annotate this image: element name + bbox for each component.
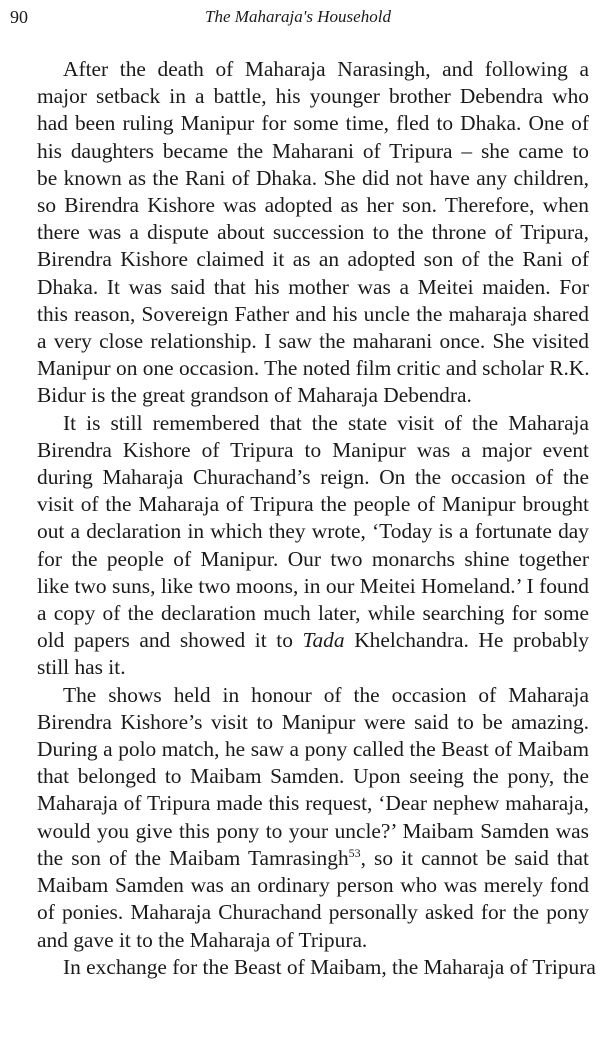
text-line: and gave it to the Maharaja of Tripura. bbox=[37, 927, 368, 952]
text-line: his daughters became the Maharani of Tripura – she came to bbox=[37, 138, 589, 163]
text-line: After the death of Maharaja Narasingh, and following a bbox=[63, 57, 589, 81]
text-line: Maharaja of Tripura made this request, ‘Dear nephew maharaja, bbox=[37, 791, 589, 816]
running-title: The Maharaja's Household bbox=[205, 7, 391, 26]
text-line: had been ruling Manipur for some time, fled to Dhaka. One of bbox=[37, 111, 589, 136]
text-line: Maibam Samden was an ordinary person who was merely fond bbox=[37, 873, 589, 898]
paragraph-4 bbox=[11, 954, 596, 981]
text-line: a copy of the declaration much later, while searching for some bbox=[37, 601, 589, 626]
text-line: still has it. bbox=[37, 655, 126, 680]
running-head bbox=[10, 4, 586, 30]
text-segment: Khelchandra. He probably bbox=[354, 628, 589, 653]
text-line-with-footnote bbox=[11, 845, 589, 872]
text-line: for the people of Manipur. Our two monarchs shine together bbox=[37, 546, 589, 571]
text-segment: old papers and showed it to bbox=[37, 628, 303, 653]
text-line-with-italic bbox=[11, 627, 589, 654]
text-line: major setback in a battle, his younger brother Debendra who bbox=[37, 84, 589, 109]
text-line: The shows held in honour of the occasion of Maharaja bbox=[63, 682, 589, 707]
paragraph-3 bbox=[11, 682, 589, 954]
text-line: there was a dispute about succession to the throne of Tripura, bbox=[37, 220, 589, 245]
text-line: that belonged to Maibam Samden. Upon seeing the pony, the bbox=[37, 764, 589, 789]
text-line: of ponies. Maharaja Churachand personally asked for the pony bbox=[37, 900, 589, 925]
text-line: out a declaration in which they wrote, ‘Today is a fortunate day bbox=[37, 519, 589, 544]
text-line: visit of the Maharaja of Tripura the people of Manipur brought bbox=[37, 492, 589, 517]
page-number: 90 bbox=[10, 7, 28, 27]
text-line: a very close relationship. I saw the maharani once. She visited bbox=[37, 329, 589, 354]
italic-term: Tada bbox=[302, 628, 345, 653]
body-text bbox=[11, 56, 596, 981]
paragraph-1 bbox=[11, 56, 589, 410]
text-line: Dhaka. It was said that his mother was a Meitei maiden. For bbox=[37, 274, 589, 299]
text-line: would you give this pony to your uncle?’ Maibam Samden was bbox=[37, 818, 589, 843]
text-line: Bidur is the great grandson of Maharaja Debendra. bbox=[37, 383, 472, 408]
footnote-reference[interactable]: 53 bbox=[348, 845, 361, 860]
text-line: Manipur on one occasion. The noted film critic and scholar R.K. bbox=[37, 356, 590, 381]
text-segment: the son of the Maibam Tamrasingh bbox=[37, 845, 349, 870]
text-line: during Maharaja Churachand’s reign. On the occasion of the bbox=[37, 465, 589, 490]
text-line: During a polo match, he saw a pony called the Beast of Maibam bbox=[37, 737, 589, 762]
text-line: It is still remembered that the state visit of the Maharaja bbox=[63, 410, 589, 435]
text-line: In exchange for the Beast of Maibam, the Maharaja of Tripura bbox=[63, 954, 596, 979]
text-line: this reason, Sovereign Father and his uncle the maharaja shared bbox=[37, 301, 589, 326]
paragraph-2 bbox=[11, 410, 589, 682]
text-line: Birendra Kishore claimed it as an adopted son of the Rani of bbox=[37, 247, 589, 272]
text-line: be known as the Rani of Dhaka. She did not have any children, bbox=[37, 165, 589, 190]
text-line: like two suns, like two moons, in our Meitei Homeland.’ I found bbox=[37, 573, 589, 598]
text-line: Birendra Kishore of Tripura to Manipur was a major event bbox=[37, 437, 589, 462]
text-line: so Birendra Kishore was adopted as her son. Therefore, when bbox=[37, 193, 589, 218]
text-line: Birendra Kishore’s visit to Manipur were said to be amazing. bbox=[37, 709, 589, 734]
text-segment: , so it cannot be said that bbox=[360, 845, 589, 870]
